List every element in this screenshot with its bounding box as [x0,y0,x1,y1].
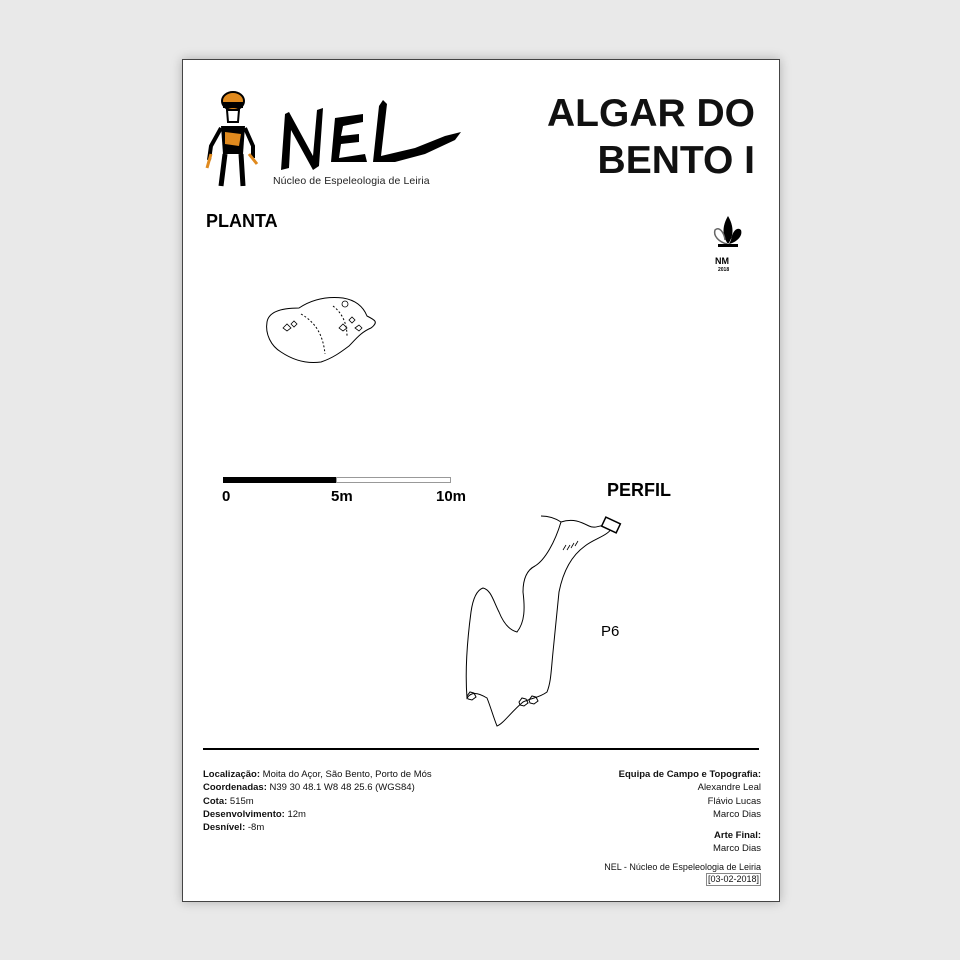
section-label-perfil: PERFIL [607,480,672,500]
emblem-text: NM [715,256,729,266]
page-title [455,90,755,184]
profile-view-sketch [463,512,663,732]
plan-view-sketch [263,292,381,366]
art-heading: Arte Final: [714,830,761,842]
info-location: Localização: Moita do Açor, São Bento, Porto de Mós [203,769,432,780]
scale-tick-10m: 10m [436,488,467,505]
info-elevation: Cota: 515m [203,795,254,807]
title-line-2: BENTO I [597,139,755,182]
team-member: Flávio Lucas [707,795,761,807]
cave-info [203,768,432,834]
scale-bar [223,477,451,483]
info-coordinates: Coordenadas: N39 30 48.1 W8 48 25.6 (WGS84) [203,782,415,794]
info-development: Desenvolvimento: 12m [203,808,306,820]
team-credits [619,768,761,856]
caver-figure-icon [203,88,259,190]
scale-tick-0: 0 [222,488,231,505]
emblem-year: 2018 [718,267,730,273]
org-name: NEL - Núcleo de Espeleologia de Leiria [604,862,761,872]
logo-subtitle: Núcleo de Espeleologia de Leiria [273,175,430,187]
team-member: Marco Dias [712,808,761,820]
org-credit [604,862,761,886]
team-member: Alexandre Leal [697,782,761,794]
scale-tick-5m: 5m [331,488,353,505]
section-label-planta: PLANTA [206,211,278,231]
title-line-1: ALGAR DO [547,92,755,135]
nel-logo [275,96,465,176]
profile-label-p6: P6 [601,623,620,640]
scale-bar-white [336,477,451,483]
team-heading: Equipa de Campo e Topografia: [618,769,761,780]
footer-divider [203,748,759,750]
info-depth: Desnível: -8m [203,822,265,834]
fleur-de-lis-icon [707,214,749,260]
scale-bar-black [223,477,336,483]
map-sheet [182,59,780,902]
art-credit: Marco Dias [712,843,761,855]
survey-date: [03-02-2018] [707,874,759,884]
